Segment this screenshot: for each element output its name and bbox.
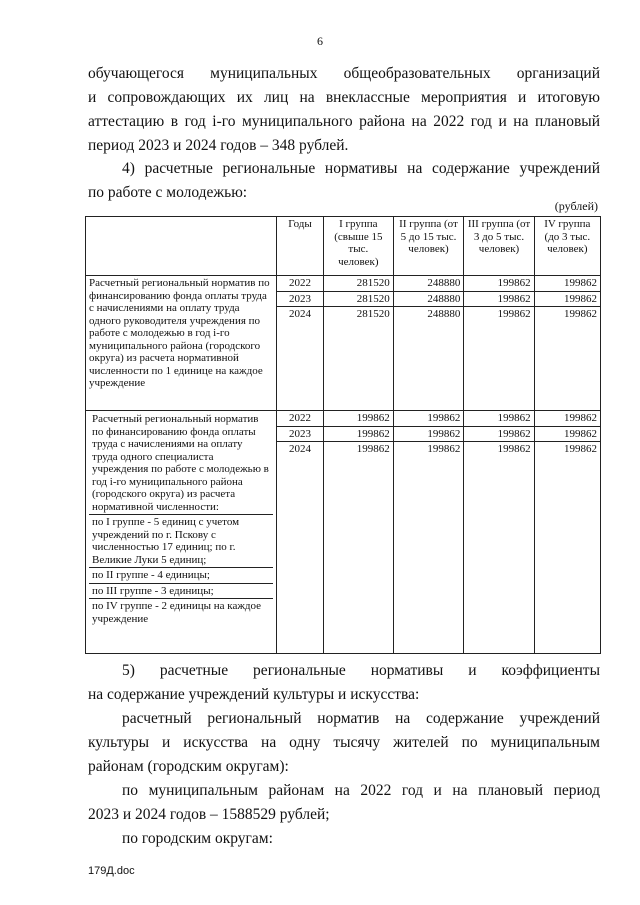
- year-cell: 2022: [277, 276, 324, 292]
- year-cell: 2024: [277, 442, 324, 654]
- unit-label: (рублей): [554, 199, 598, 213]
- paragraph-culture-line-1: расчетный региональный норматив на содержание учреждений: [122, 710, 600, 727]
- footer-filename: 179Д.doc: [88, 865, 135, 877]
- paragraph-intro-line-1: обучающегося муниципальных общеобразовательных организаций: [88, 65, 600, 82]
- year-cell: 2023: [277, 426, 324, 442]
- paragraph-culture-line-3: районам (городским округам):: [88, 758, 289, 775]
- header-years: Годы: [277, 217, 324, 276]
- value-cell: 199862: [534, 442, 600, 654]
- page-number: 6: [317, 34, 323, 48]
- value-cell: 248880: [393, 276, 464, 292]
- table-row: [86, 411, 601, 427]
- paragraph-4-line-1: 4) расчетные региональные нормативы на содержание учреждений: [122, 160, 600, 177]
- paragraph-5-line-2: на содержание учреждений культуры и искусства:: [88, 686, 420, 703]
- header-description: [86, 217, 277, 276]
- year-cell: 2024: [277, 307, 324, 411]
- value-cell: 199862: [393, 411, 464, 427]
- header-group-4: IV группа (до 3 тыс. человек): [534, 217, 600, 276]
- table-row: [86, 276, 601, 292]
- block1-description: Расчетный региональный норматив по финансированию фонда оплаты труда с начислениями на оплату труда одного руководителя учреждения по работе с молодежью в год i-го муниципального района (городского округа) из расчета нормативной численности по 1 единице на каждое учреждение: [86, 276, 277, 411]
- block2-description-group-4: по IV группе - 2 единицы на каждое учреждение: [89, 598, 273, 626]
- value-cell: 199862: [324, 426, 394, 442]
- value-cell: 199862: [464, 442, 534, 654]
- header-group-1: I группа (свыше 15 тыс. человек): [324, 217, 394, 276]
- value-cell: 199862: [534, 411, 600, 427]
- value-cell: 199862: [464, 307, 534, 411]
- value-cell: 199862: [534, 291, 600, 307]
- paragraph-5-line-1: 5) расчетные региональные нормативы и коэффициенты: [122, 662, 600, 679]
- year-cell: 2023: [277, 291, 324, 307]
- header-group-2: II группа (от 5 до 15 тыс. человек): [393, 217, 464, 276]
- paragraph-intro-line-2: и сопровождающих их лиц на внеклассные мероприятия и итоговую: [88, 89, 600, 106]
- block2-description: [86, 411, 277, 654]
- year-cell: 2022: [277, 411, 324, 427]
- value-cell: 199862: [464, 411, 534, 427]
- value-cell: 199862: [393, 442, 464, 654]
- paragraph-cities: по городским округам:: [122, 830, 273, 847]
- value-cell: 248880: [393, 307, 464, 411]
- table-header-row: [86, 217, 601, 276]
- value-cell: 199862: [534, 307, 600, 411]
- paragraph-districts-line-1: по муниципальным районам на 2022 год и на плановый период: [122, 782, 600, 799]
- value-cell: 199862: [324, 411, 394, 427]
- value-cell: 199862: [464, 426, 534, 442]
- norms-table: [85, 216, 601, 654]
- block2-description-group-1: по I группе - 5 единиц с учетом учреждений по г. Пскову с численностью 17 единиц; по г. Великие Луки 5 единиц;: [89, 514, 273, 567]
- paragraph-intro-line-4: период 2023 и 2024 годов – 348 рублей.: [88, 137, 349, 154]
- paragraph-culture-line-2: культуры и искусства на одну тысячу жителей по муниципальным: [88, 734, 600, 751]
- value-cell: 199862: [324, 442, 394, 654]
- value-cell: 281520: [324, 307, 394, 411]
- value-cell: 199862: [534, 426, 600, 442]
- value-cell: 281520: [324, 291, 394, 307]
- paragraph-districts-line-2: 2023 и 2024 годов – 1588529 рублей;: [88, 806, 330, 823]
- value-cell: 199862: [464, 276, 534, 292]
- block2-description-group-2: по II группе - 4 единицы;: [89, 567, 273, 583]
- value-cell: 199862: [464, 291, 534, 307]
- value-cell: 248880: [393, 291, 464, 307]
- block2-description-group-3: по III группе - 3 единицы;: [89, 583, 273, 599]
- value-cell: 199862: [393, 426, 464, 442]
- block2-description-main: Расчетный региональный норматив по финансированию фонда оплаты труда с начислениями на оплату труда одного специалиста учреждения по работе с молодежью в год i-го муниципального района (городского округа) из расчета нормативной численности:: [92, 413, 269, 513]
- value-cell: 199862: [534, 276, 600, 292]
- paragraph-4-line-2: по работе с молодежью:: [88, 184, 248, 201]
- header-group-3: III группа (от 3 до 5 тыс. человек): [464, 217, 534, 276]
- value-cell: 281520: [324, 276, 394, 292]
- paragraph-intro-line-3: аттестацию в год i-го муниципального района на 2022 год и на плановый: [88, 113, 600, 130]
